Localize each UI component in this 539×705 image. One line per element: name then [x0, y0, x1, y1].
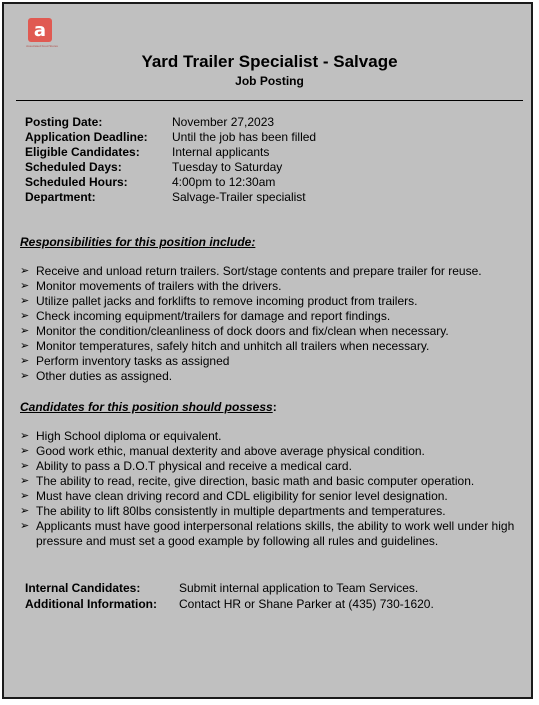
arrow-bullet-icon: ➢ — [20, 445, 30, 457]
detail-value: November 27,2023 — [172, 115, 275, 129]
list-item — [20, 279, 530, 294]
list-item — [20, 369, 530, 384]
list-item — [20, 519, 530, 549]
detail-row-scheduled-hours — [25, 175, 316, 190]
list-item — [20, 339, 530, 354]
candidates-heading-text: Candidates for this position should possess — [20, 400, 273, 414]
arrow-bullet-icon: ➢ — [20, 505, 30, 517]
list-item-text: Good work ethic, manual dexterity and above average physical condition. — [36, 444, 425, 458]
arrow-bullet-icon: ➢ — [20, 520, 30, 532]
detail-row-posting-date — [25, 115, 316, 130]
list-item — [20, 294, 530, 309]
list-item-text: Monitor movements of trailers with the drivers. — [36, 279, 282, 293]
arrow-bullet-icon: ➢ — [20, 295, 30, 307]
detail-value: Tuesday to Saturday — [172, 160, 283, 174]
list-item — [20, 429, 530, 444]
internal-candidates-value: Submit internal application to Team Services. — [179, 581, 419, 595]
detail-label: Application Deadline: — [25, 130, 148, 144]
arrow-bullet-icon: ➢ — [20, 340, 30, 352]
list-item-text: The ability to lift 80lbs consistently in multiple departments and temperatures. — [36, 504, 446, 518]
detail-row-eligible-candidates — [25, 145, 316, 160]
internal-candidates-label: Internal Candidates: — [25, 581, 141, 595]
list-item — [20, 474, 530, 489]
detail-label: Scheduled Days: — [25, 160, 122, 174]
responsibilities-list — [20, 264, 530, 384]
detail-row-application-deadline — [25, 130, 316, 145]
candidates-heading — [20, 399, 277, 415]
list-item — [20, 324, 530, 339]
detail-row-scheduled-days — [25, 160, 316, 175]
list-item — [20, 504, 530, 519]
candidates-list — [20, 429, 530, 549]
list-item — [20, 354, 530, 369]
header-divider — [16, 100, 523, 101]
list-item-text: Applicants must have good interpersonal relations skills, the ability to work well under high pressure and must set a good example by following all rules and guidelines. — [36, 519, 515, 548]
arrow-bullet-icon: ➢ — [20, 460, 30, 472]
list-item — [20, 444, 530, 459]
list-item-text: Utilize pallet jacks and forklifts to remove incoming product from trailers. — [36, 294, 418, 308]
arrow-bullet-icon: ➢ — [20, 280, 30, 292]
detail-row-department — [25, 190, 316, 205]
detail-label: Scheduled Hours: — [25, 175, 128, 189]
arrow-bullet-icon: ➢ — [20, 430, 30, 442]
detail-label: Department: — [25, 190, 96, 204]
list-item-text: Ability to pass a D.O.T physical and receive a medical card. — [36, 459, 352, 473]
posting-details — [25, 115, 316, 205]
list-item-text: High School diploma or equivalent. — [36, 429, 222, 443]
svg-text:a: a — [33, 20, 47, 41]
list-item — [20, 309, 530, 324]
detail-value: Internal applicants — [172, 145, 270, 159]
detail-value: 4:00pm to 12:30am — [172, 175, 276, 189]
arrow-bullet-icon: ➢ — [20, 355, 30, 367]
list-item-text: Monitor the condition/cleanliness of dock doors and fix/clean when necessary. — [36, 324, 449, 338]
page-title: Yard Trailer Specialist - Salvage — [141, 52, 398, 71]
page-subtitle: Job Posting — [235, 74, 304, 88]
list-item-text: Check incoming equipment/trailers for damage and report findings. — [36, 309, 391, 323]
logo-caption: Associated Food Stores — [26, 44, 58, 48]
company-logo-icon — [28, 18, 52, 42]
arrow-bullet-icon: ➢ — [20, 325, 30, 337]
list-item — [20, 264, 530, 279]
list-item-text: Perform inventory tasks as assigned — [36, 354, 230, 368]
responsibilities-heading — [20, 234, 255, 250]
detail-label: Eligible Candidates: — [25, 145, 140, 159]
detail-value: Salvage-Trailer specialist — [172, 190, 306, 204]
detail-label: Posting Date: — [25, 115, 103, 129]
list-item-text: Monitor temperatures, safely hitch and unhitch all trailers when necessary. — [36, 339, 430, 353]
responsibilities-heading-text: Responsibilities for this position include: — [20, 235, 256, 249]
list-item-text: Other duties as assigned. — [36, 369, 173, 383]
list-item-text: Must have clean driving record and CDL eligibility for senior level designation. — [36, 489, 448, 503]
detail-value: Until the job has been filled — [172, 130, 317, 144]
arrow-bullet-icon: ➢ — [20, 490, 30, 502]
additional-information-row — [25, 596, 434, 612]
candidates-heading-colon: : — [272, 400, 277, 414]
arrow-bullet-icon: ➢ — [20, 310, 30, 322]
internal-candidates-row — [25, 580, 434, 596]
list-item-text: Receive and unload return trailers. Sort/stage contents and prepare trailer for reuse. — [36, 264, 482, 278]
arrow-bullet-icon: ➢ — [20, 370, 30, 382]
list-item — [20, 489, 530, 504]
list-item — [20, 459, 530, 474]
arrow-bullet-icon: ➢ — [20, 475, 30, 487]
application-info — [25, 580, 434, 612]
additional-information-value: Contact HR or Shane Parker at (435) 730-1620. — [179, 597, 434, 611]
arrow-bullet-icon: ➢ — [20, 265, 30, 277]
list-item-text: The ability to read, recite, give direction, basic math and basic computer operation. — [36, 474, 475, 488]
additional-information-label: Additional Information: — [25, 597, 157, 611]
